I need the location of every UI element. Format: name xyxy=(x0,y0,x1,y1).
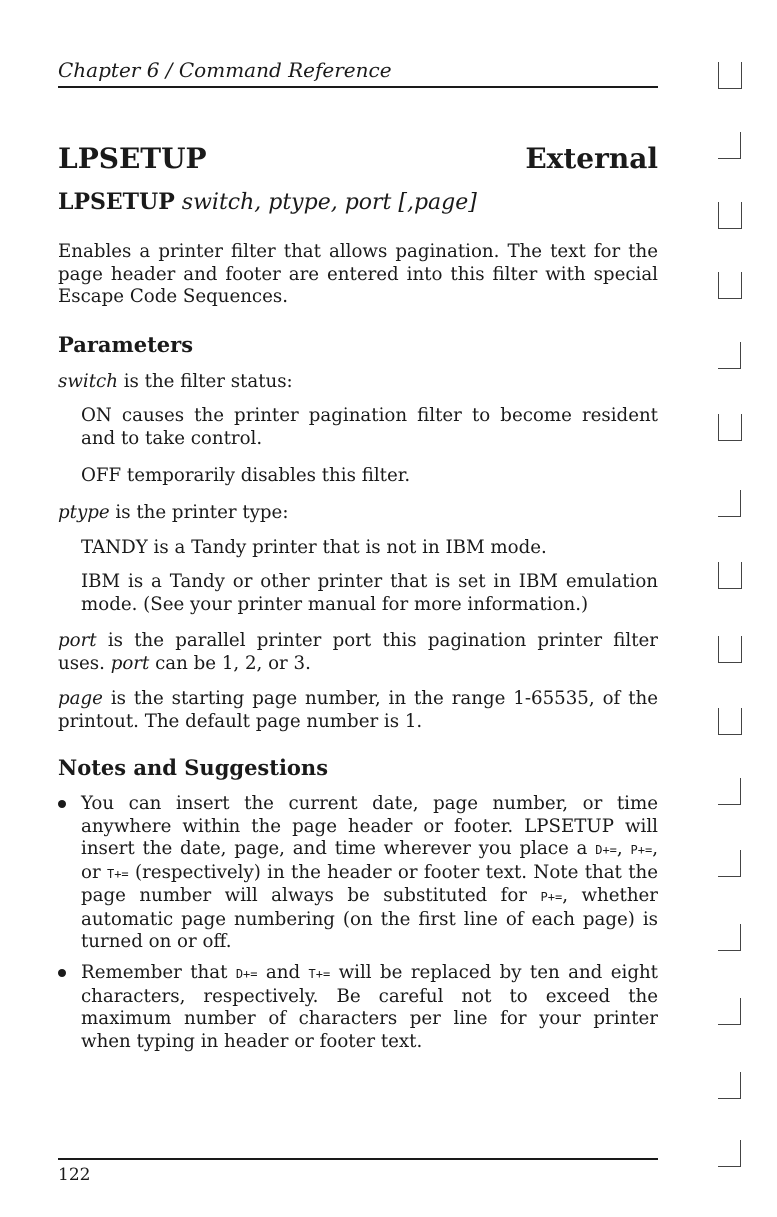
binding-mark xyxy=(718,62,742,89)
note-bullet-2 xyxy=(81,962,658,1053)
param-page xyxy=(58,688,658,733)
param-port-text1: is the parallel printer port this pagination printer filter uses. xyxy=(58,630,658,674)
note2-text2: and xyxy=(257,962,309,983)
param-switch-name: switch xyxy=(58,371,118,392)
syntax-arguments: switch, ptype, port [,page] xyxy=(181,190,477,215)
parameters-heading: Parameters xyxy=(58,332,194,357)
note1-code-t: T+= xyxy=(106,866,129,881)
binding-mark xyxy=(718,924,741,951)
param-ptype-name: ptype xyxy=(58,502,110,523)
command-syntax xyxy=(58,189,477,215)
param-ptype xyxy=(58,502,658,525)
switch-option-off: OFF temporarily disables this filter. xyxy=(81,465,411,486)
binding-mark xyxy=(718,636,742,663)
note1-text3: , whether automatic page numbering (on the first line of each page) is turned on or off. xyxy=(81,885,659,952)
param-ptype-text: is the printer type: xyxy=(109,502,289,523)
binding-mark xyxy=(718,708,742,735)
bullet-1-dot xyxy=(58,800,66,808)
description: Enables a printer filter that allows pagination. The text for the page header and footer are entered into this filter with special Escape Code Sequences. xyxy=(58,241,658,307)
note1-code-p: P+= xyxy=(630,843,653,857)
switch-option-on: ON causes the printer pagination filter to become resident and to take control. xyxy=(81,405,658,449)
param-port-text2: can be 1, 2, or 3. xyxy=(149,652,311,674)
binding-mark xyxy=(718,202,742,229)
syntax-command: LPSETUP xyxy=(58,189,175,215)
binding-mark xyxy=(718,850,741,877)
binding-mark xyxy=(718,272,742,299)
note2-text1: Remember that xyxy=(81,962,236,983)
param-page-name: page xyxy=(58,688,103,709)
note1-text2: (respectively) in the header or footer text. Note that the page number will always be substituted for xyxy=(81,861,658,906)
note1-sep2: , or xyxy=(81,838,658,883)
note2-code-t: T+= xyxy=(308,967,331,981)
notes-heading: Notes and Suggestions xyxy=(58,755,329,780)
binding-mark xyxy=(718,490,741,517)
header-rule xyxy=(58,86,658,88)
ptype-option-tandy: TANDY is a Tandy printer that is not in IBM mode. xyxy=(81,537,547,558)
note1-code-d: D+= xyxy=(595,843,617,857)
note1-sep1: , xyxy=(616,838,631,859)
page-number: 122 xyxy=(58,1165,91,1185)
param-switch-text: is the filter status: xyxy=(117,371,293,392)
note2-code-d: D+= xyxy=(235,967,258,981)
command-type: External xyxy=(525,142,658,175)
binding-mark xyxy=(718,1072,741,1099)
ptype-option-ibm: IBM is a Tandy or other printer that is set in IBM emulation mode. (See your printer manual for more information.) xyxy=(81,571,658,615)
binding-mark xyxy=(718,132,741,159)
command-name: LPSETUP xyxy=(58,142,207,175)
footer-rule xyxy=(58,1158,658,1160)
binding-mark xyxy=(718,562,742,589)
binding-mark xyxy=(718,1140,741,1167)
param-port-name2: port xyxy=(110,652,150,674)
param-port-name: port xyxy=(58,630,97,651)
note2-text3: will be replaced by ten and eight characters, respectively. Be careful not to exceed the maximum number of characters per line for your printer when typing in header or footer text. xyxy=(81,962,658,1052)
binding-mark xyxy=(718,414,742,441)
bullet-2-dot xyxy=(58,969,66,977)
binding-mark xyxy=(718,998,741,1025)
param-switch xyxy=(58,371,658,394)
note-bullet-1 xyxy=(81,793,658,954)
binding-mark xyxy=(718,342,741,369)
note1-code-p2: P+= xyxy=(540,890,563,904)
note1-text1: You can insert the current date, page number, or time anywhere within the page header or footer. LPSETUP will insert the date, page, and time wherever you place a xyxy=(81,793,658,859)
running-head: Chapter 6 / Command Reference xyxy=(58,58,392,82)
param-port xyxy=(58,630,658,675)
param-page-text: is the starting page number, in the range 1-65535, of the printout. The default page number is 1. xyxy=(58,688,658,732)
binding-mark xyxy=(718,778,741,805)
